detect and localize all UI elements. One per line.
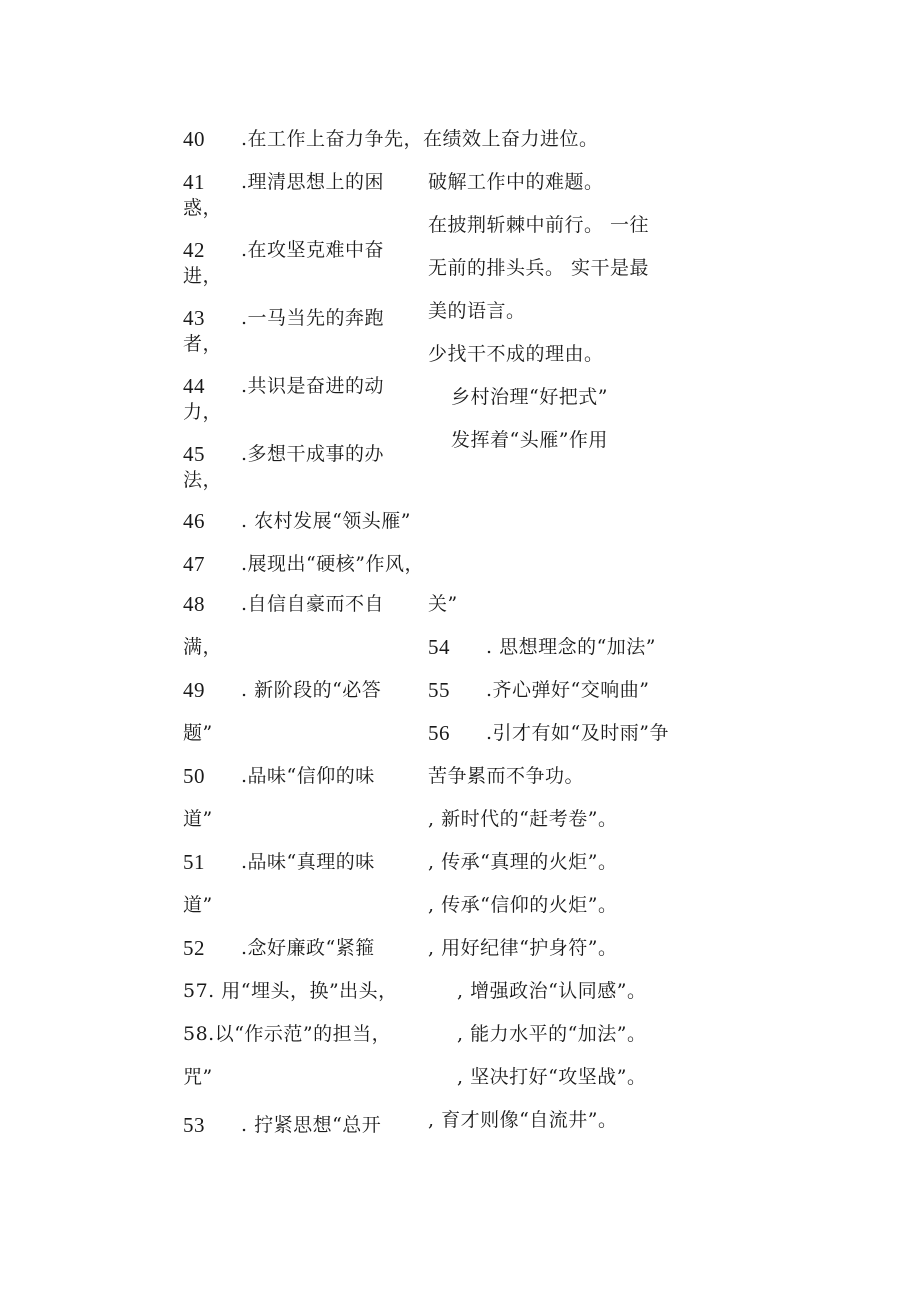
right-line: 发挥着“头雁”作用 [451, 429, 608, 451]
item-text: .在攻坚克难中奋 [241, 239, 385, 261]
right-line: , 传承“真理的火炬”。 [428, 851, 618, 873]
item-number: 49 [183, 678, 205, 702]
item-text: .理清思想上的困 [241, 171, 385, 193]
right-line: 少找干不成的理由。 [428, 343, 604, 365]
item-text: .共识是奋进的动 [241, 375, 385, 397]
item-text-wrap: 题” [183, 722, 213, 744]
item-text: .一马当先的奔跑 [241, 307, 385, 329]
item-text: . 农村发展“领头雁” [241, 510, 412, 532]
item-text: 57. 用“埋头，换”出头， [183, 980, 398, 1002]
item-text: . 拧紧思想“总开 [241, 1114, 382, 1136]
item-number: 54 [428, 635, 450, 659]
right-line: , 新时代的“赶考卷”。 [428, 808, 618, 830]
item-text: .在工作上奋力争先，在绩效上奋力进位。 [241, 128, 599, 150]
right-line: 关” [428, 593, 458, 615]
item-text: .自信自豪而不自 [241, 593, 385, 615]
right-line: , 坚决打好“攻坚战”。 [457, 1066, 647, 1088]
right-line: , 传承“信仰的火炬”。 [428, 894, 618, 916]
right-line: 破解工作中的难题。 [428, 171, 604, 193]
right-line: , 用好纪律“护身符”。 [428, 937, 618, 959]
item-text: 58.以“作示范”的担当， [183, 1023, 392, 1045]
right-line: 苦争累而不争功。 [428, 765, 585, 787]
item-text: .品味“真理的味 [241, 851, 375, 873]
item-text-wrap: 力， [183, 401, 223, 423]
item-number: 55 [428, 678, 450, 702]
item-number: 50 [183, 764, 205, 788]
item-text-wrap: 咒” [183, 1066, 213, 1088]
item-number: 52 [183, 936, 205, 960]
item-number: 53 [183, 1113, 205, 1137]
right-line: , 增强政治“认同感”。 [457, 980, 647, 1002]
item-text: .齐心弹好“交响曲” [486, 679, 650, 701]
item-text: . 新阶段的“必答 [241, 679, 382, 701]
item-number: 43 [183, 306, 205, 330]
item-number: 56 [428, 721, 450, 745]
right-line: 无前的排头兵。 实干是最 [428, 257, 650, 279]
item-number: 48 [183, 592, 205, 616]
right-line: 乡村治理“好把式” [451, 386, 608, 408]
item-text-wrap: 道” [183, 808, 213, 830]
right-line: , 育才则像“自流井”。 [428, 1109, 618, 1131]
item-number: 41 [183, 170, 205, 194]
item-number: 46 [183, 509, 205, 533]
item-number: 44 [183, 374, 205, 398]
item-text-wrap: 惑， [183, 197, 223, 219]
item-number: 47 [183, 552, 205, 576]
item-text-wrap: 满， [183, 636, 223, 658]
right-line: 在披荆斩棘中前行。 一往 [428, 214, 650, 236]
right-line: , 能力水平的“加法”。 [457, 1023, 647, 1045]
item-number: 45 [183, 442, 205, 466]
item-text: . 思想理念的“加法” [486, 636, 657, 658]
item-number: 51 [183, 850, 205, 874]
item-text: .多想干成事的办 [241, 443, 385, 465]
item-text: .引才有如“及时雨”争 [486, 722, 669, 744]
item-text-wrap: 法， [183, 469, 223, 491]
item-text-wrap: 者， [183, 333, 223, 355]
right-line: 美的语言。 [428, 300, 526, 322]
item-text: .念好廉政“紧箍 [241, 937, 375, 959]
item-text: .品味“信仰的味 [241, 765, 375, 787]
item-text-wrap: 道” [183, 894, 213, 916]
item-number: 40 [183, 127, 205, 151]
item-text: .展现出“硬核”作风， [241, 553, 424, 575]
item-text-wrap: 进， [183, 265, 223, 287]
item-number: 42 [183, 238, 205, 262]
